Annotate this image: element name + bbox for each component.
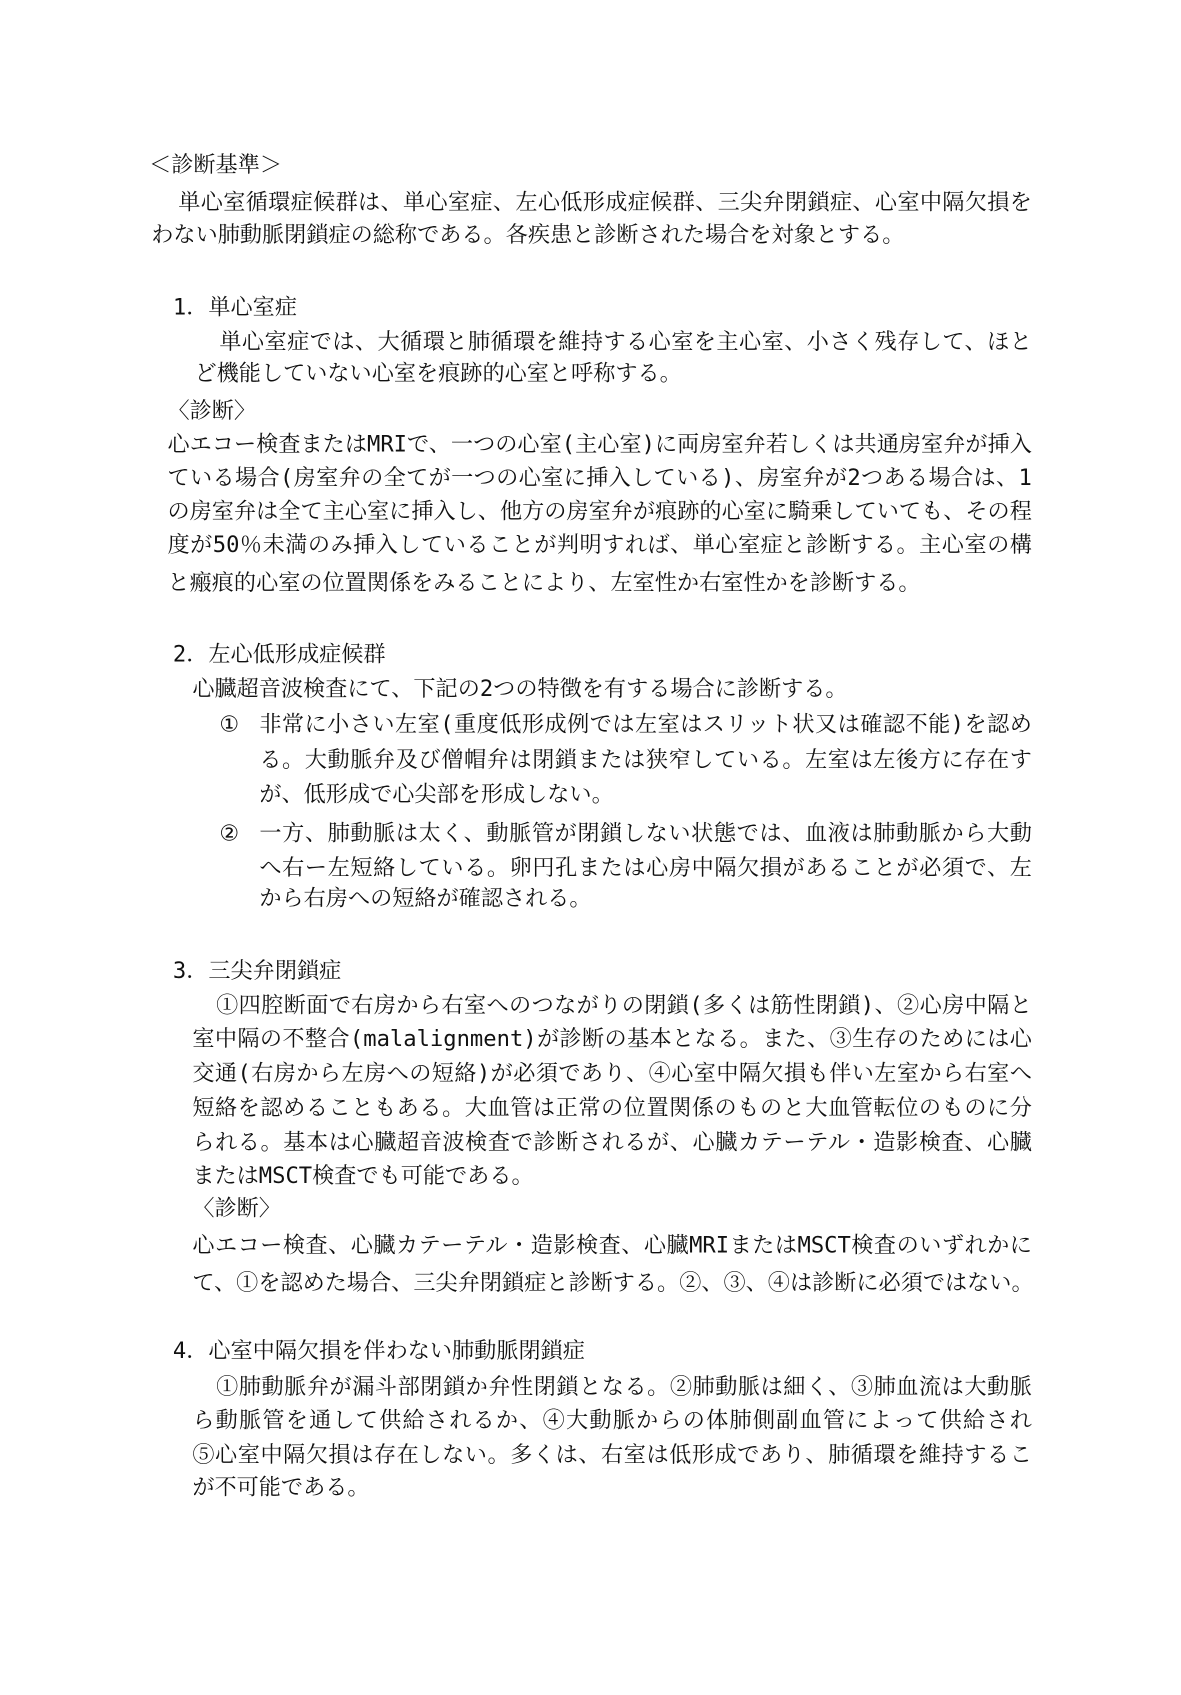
section-3-diagnosis-label: 〈診断〉	[192, 1195, 281, 1221]
section-4-line: ら動脈管を通して供給されるか、④大動脈からの体肺側副血管によって供給され	[192, 1406, 1032, 1433]
section-1-diagnosis-label: 〈診断〉	[167, 397, 257, 424]
item-line: 一方、肺動脈は太く、動脈管が閉鎖しない状態では、血液は肺動脈から大動	[259, 820, 1032, 847]
section-4-line: が不可能である。	[192, 1473, 370, 1500]
section-1-diagnosis-line: の房室弁は全て主心室に挿入し、他方の房室弁が痕跡的心室に騎乗していても、その程	[167, 498, 1032, 525]
item-marker: ①	[219, 710, 240, 737]
section-3-line: 室中隔の不整合(malalignment)が診断の基本となる。また、③生存のためには心	[192, 1025, 1032, 1052]
section-3-line: られる。基本は心臓超音波検査で診断されるが、心臓カテーテル・造影検査、心臓	[192, 1129, 1032, 1156]
intro-line: わない肺動脈閉鎖症の総称である。各疾患と診断された場合を対象とする。	[151, 221, 905, 248]
section-1-title: 1．単心室症	[172, 293, 297, 320]
item-line: る。大動脈弁及び僧帽弁は閉鎖または狭窄している。左室は左後方に存在す	[259, 746, 1032, 773]
section-1-diagnosis-line: 度が50％未満のみ挿入していることが判明すれば、単心室症と診断する。主心室の構	[167, 531, 1032, 558]
page-heading: ＜診断基準＞	[149, 151, 283, 178]
item-line: へ右ー左短絡している。卵円孔または心房中隔欠損があることが必須で、左	[259, 854, 1032, 881]
section-3-title: 3．三尖弁閉鎖症	[172, 957, 342, 984]
section-4-title: 4．心室中隔欠損を伴わない肺動脈閉鎖症	[172, 1337, 585, 1364]
section-4-line: ①肺動脈弁が漏斗部閉鎖か弁性閉鎖となる。②肺動脈は細く、③肺血流は大動脈	[216, 1373, 1032, 1400]
section-1-line: ど機能していない心室を痕跡的心室と呼称する。	[194, 359, 682, 386]
intro-line: 単心室循環症候群は、単心室症、左心低形成症候群、三尖弁閉鎖症、心室中隔欠損を	[178, 189, 1032, 216]
section-3-diagnosis-line: 心エコー検査、心臓カテーテル・造影検査、心臓MRIまたはMSCT検査のいずれかに	[192, 1231, 1032, 1258]
item-line: 非常に小さい左室(重度低形成例では左室はスリット状又は確認不能)を認め	[259, 710, 1032, 737]
item-marker: ②	[219, 820, 240, 847]
section-3-line: ①四腔断面で右房から右室へのつながりの閉鎖(多くは筋性閉鎖)、②心房中隔と	[216, 991, 1032, 1018]
section-4-line: ⑤心室中隔欠損は存在しない。多くは、右室は低形成であり、肺循環を維持するこ	[192, 1441, 1032, 1468]
section-3-line: 短絡を認めることもある。大血管は正常の位置関係のものと大血管転位のものに分	[192, 1094, 1032, 1121]
section-2-lead: 心臓超音波検査にて、下記の2つの特徴を有する場合に診断する。	[192, 675, 848, 702]
section-1-diagnosis-line: と瘢痕的心室の位置関係をみることにより、左室性か右室性かを診断する。	[167, 569, 921, 596]
section-1-diagnosis-line: 心エコー検査またはMRIで、一つの心室(主心室)に両房室弁若しくは共通房室弁が挿入	[167, 431, 1032, 458]
item-line: が、低形成で心尖部を形成しない。	[259, 781, 614, 808]
item-line: から右房への短絡が確認される。	[259, 884, 592, 911]
section-3-line: 交通(右房から左房への短絡)が必須であり、④心室中隔欠損も伴い左室から右室へ	[192, 1059, 1032, 1086]
section-1-diagnosis-line: ている場合(房室弁の全てが一つの心室に挿入している)、房室弁が2つある場合は、1	[167, 464, 1032, 491]
section-2-title: 2．左心低形成症候群	[172, 640, 386, 667]
section-3-diagnosis-line: て、①を認めた場合、三尖弁閉鎖症と診断する。②、③、④は診断に必須ではない。	[192, 1269, 1034, 1296]
section-1-line: 単心室症では、大循環と肺循環を維持する心室を主心室、小さく残存して、ほと	[219, 328, 1032, 355]
section-3-line: またはMSCT検査でも可能である。	[192, 1162, 534, 1189]
